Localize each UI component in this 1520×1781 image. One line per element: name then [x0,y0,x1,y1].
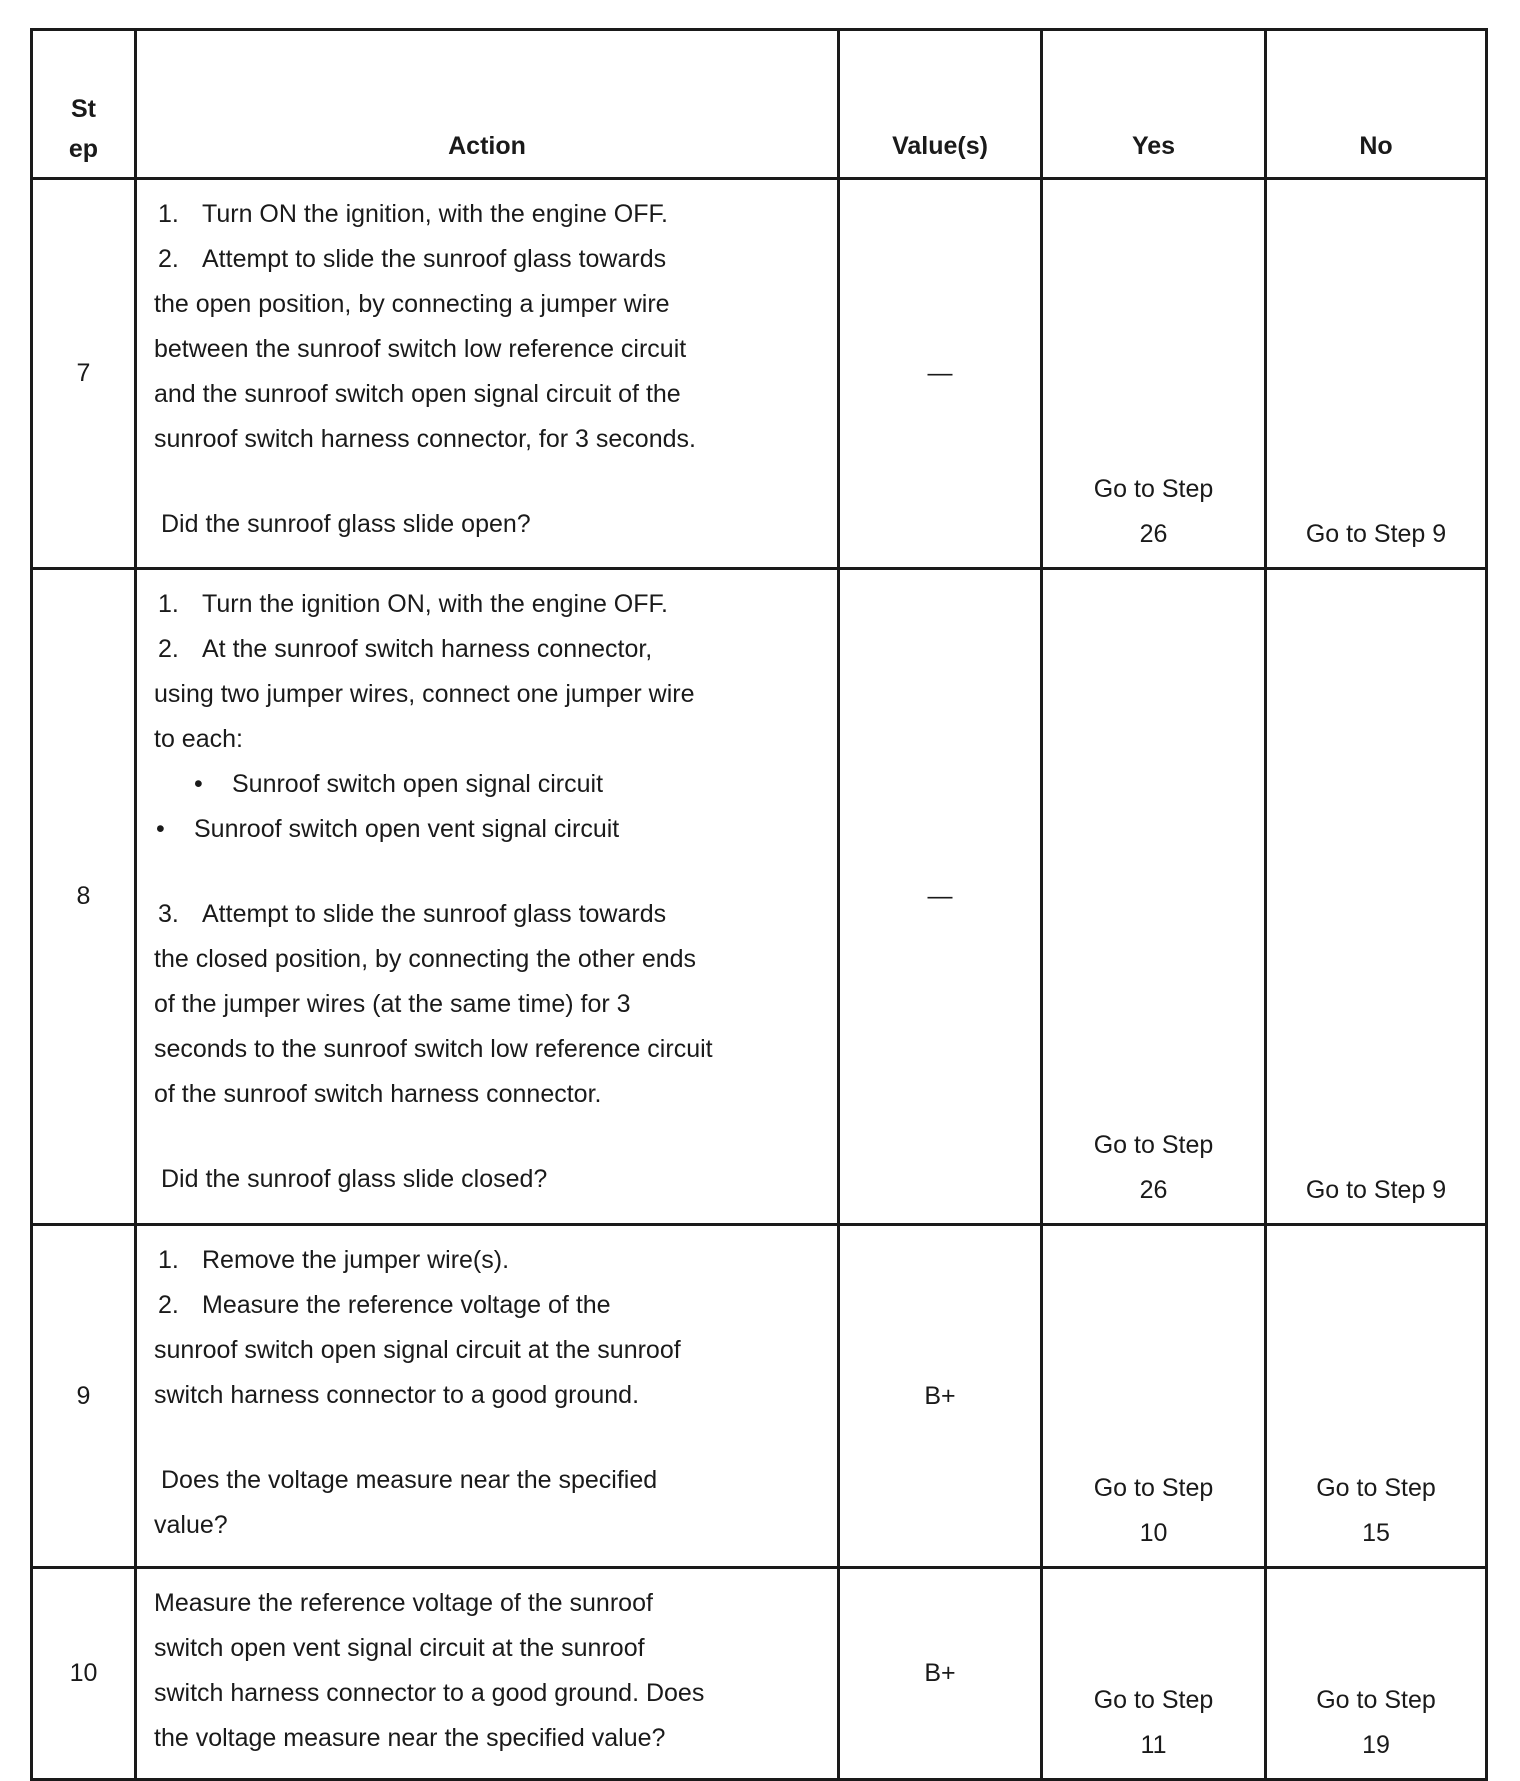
action-line: of the jumper wires (at the same time) for 3 [154,990,631,1018]
table-row-step-9 [32,1225,1487,1568]
table-row-step-8 [32,569,1487,1225]
value-cell: B+ [839,1225,1042,1568]
header-step-line2: ep [68,135,99,163]
action-cell [136,1568,839,1780]
action-line: seconds to the sunroof switch low reference circuit [154,1035,713,1063]
value-cell: B+ [839,1568,1042,1780]
step-number: 10 [32,1568,136,1780]
action-question: Did the sunroof glass slide closed? [161,1165,548,1193]
action-line: the closed position, by connecting the other ends [154,945,697,973]
header-step [32,30,136,179]
action-step-3: 3. Attempt to slide the sunroof glass towards [158,900,667,928]
step-number: 8 [32,569,136,1225]
action-line: to each: [154,725,243,753]
header-step-line1: St [71,95,96,123]
table-row-step-10 [32,1568,1487,1780]
action-line: sunroof switch harness connector, for 3 seconds. [154,425,696,453]
action-cell [136,569,839,1225]
header-no: No [1266,30,1487,179]
no-cell: Go to Step 9 [1266,569,1487,1225]
action-question-cont: value? [154,1511,228,1539]
action-line: switch open vent signal circuit at the sunroof [154,1634,645,1662]
action-line: sunroof switch open signal circuit at the sunroof [154,1336,681,1364]
action-line: the open position, by connecting a jumper wire [154,290,670,318]
yes-cell: Go to Step 26 [1042,569,1266,1225]
header-row [32,30,1487,179]
action-step-1: 1. Remove the jumper wire(s). [158,1246,510,1274]
action-step-2: 2. Attempt to slide the sunroof glass towards [158,245,667,273]
action-line: the voltage measure near the specified value? [154,1724,666,1752]
step-number: 9 [32,1225,136,1568]
action-line: Measure the reference voltage of the sunroof [154,1589,653,1617]
header-yes: Yes [1042,30,1266,179]
action-line: between the sunroof switch low reference circuit [154,335,687,363]
no-cell: Go to Step 19 [1266,1568,1487,1780]
action-line: and the sunroof switch open signal circuit of the [154,380,681,408]
header-action: Action [136,30,839,179]
yes-cell: Go to Step 10 [1042,1225,1266,1568]
bullet-item: • Sunroof switch open signal circuit [194,770,604,798]
table-row-step-7 [32,179,1487,569]
action-step-2: 2. At the sunroof switch harness connector, [158,635,653,663]
action-question: Does the voltage measure near the specified [161,1466,658,1494]
action-step-2: 2. Measure the reference voltage of the [158,1291,611,1319]
no-cell: Go to Step 9 [1266,179,1487,569]
action-question: Did the sunroof glass slide open? [161,510,531,538]
header-values: Value(s) [839,30,1042,179]
bullet-item: • Sunroof switch open vent signal circuit [156,815,620,843]
action-cell [136,179,839,569]
action-line: switch harness connector to a good ground. [154,1381,640,1409]
action-cell [136,1225,839,1568]
yes-cell: Go to Step 11 [1042,1568,1266,1780]
action-step-1: 1. Turn ON the ignition, with the engine OFF. [158,200,668,228]
yes-cell: Go to Step 26 [1042,179,1266,569]
step-number: 7 [32,179,136,569]
no-cell: Go to Step 15 [1266,1225,1487,1568]
action-line: using two jumper wires, connect one jumper wire [154,680,695,708]
action-step-1: 1. Turn the ignition ON, with the engine OFF. [158,590,668,618]
diagnostic-table [30,28,1488,1781]
action-line: switch harness connector to a good ground. Does [154,1679,705,1707]
value-cell: — [839,569,1042,1225]
action-line: of the sunroof switch harness connector. [154,1080,602,1108]
value-cell: — [839,179,1042,569]
